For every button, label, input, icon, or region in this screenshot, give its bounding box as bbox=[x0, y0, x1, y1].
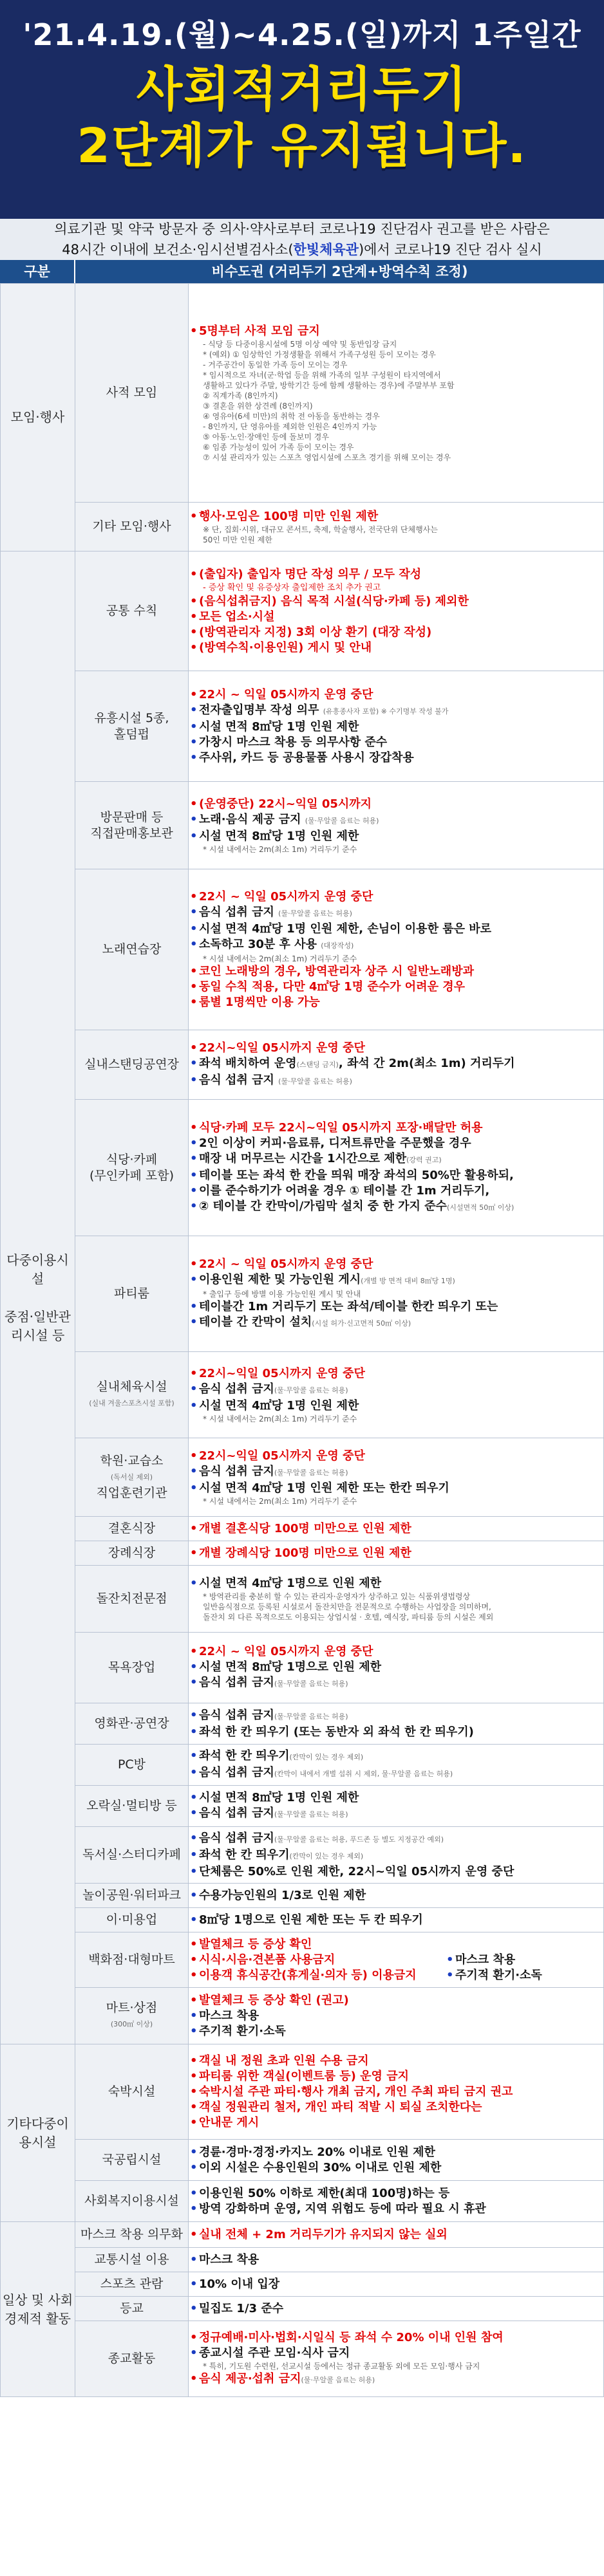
row-label: 독서실·스터디카페 bbox=[75, 1827, 189, 1884]
rule-item bbox=[189, 1056, 603, 1073]
row-label-text: 식당·카페 bbox=[106, 1152, 158, 1167]
row-content bbox=[189, 1745, 604, 1786]
row-label: 장례식장 bbox=[75, 1541, 189, 1566]
row-label-text: 마트·상점 bbox=[106, 2000, 158, 2015]
rule-item: • 시설 면적 4㎡당 1명 인원 제한, 손님이 이용한 룸은 바로 bbox=[189, 922, 603, 937]
rule-item: • 22시 ~ 익일 05시까지 운영 중단 bbox=[189, 889, 603, 905]
table-row bbox=[1, 1566, 604, 1633]
row-content bbox=[189, 1100, 604, 1236]
rule-item bbox=[189, 905, 603, 922]
rule-note: ⑥ 임종 가능성이 있어 가족 등이 모이는 경우 bbox=[203, 442, 354, 452]
rule-pair bbox=[189, 1968, 603, 1983]
rule-item-cont: • 모든 업소·시설 bbox=[189, 609, 603, 625]
row-label: 기타 모임·행사 bbox=[75, 503, 189, 551]
row-label: 교통시설 이용 bbox=[75, 2248, 189, 2272]
rule-item bbox=[189, 1073, 603, 1089]
rule-text: 이용인원 제한 및 가능인원 게시 bbox=[199, 1272, 361, 1286]
rule-item: • 식당·카페 모두 22시~익일 05시까지 포장·배달만 허용 bbox=[189, 1120, 603, 1136]
row-label-text: 홀덤펍 bbox=[113, 727, 150, 741]
rule-subtext: (물·무알콜 음료는 허용) bbox=[278, 909, 352, 918]
row-label: 목욕장업 bbox=[75, 1633, 189, 1703]
row-content bbox=[189, 2321, 604, 2397]
rule-subtext: (물·무알콜 음료는 허용, 푸드존 등 별도 지정공간 예외) bbox=[274, 1835, 444, 1844]
rule-item-cont bbox=[189, 937, 603, 954]
row-label: 오락실·멀티방 등 bbox=[75, 1786, 189, 1827]
group-facilities bbox=[1, 551, 75, 2044]
table-row bbox=[1, 2044, 604, 2140]
rule-item: • (음식섭취금지) 음식 목적 시설(식당·카페 등) 제외한 bbox=[189, 594, 603, 609]
rule-item: • 주사위, 카드 등 공용물품 사용시 장갑착용 bbox=[189, 750, 603, 766]
row-content bbox=[189, 1932, 604, 1988]
row-content bbox=[189, 1030, 604, 1100]
rule-text: 음식 섭취 금지 bbox=[199, 1765, 274, 1779]
group-gatherings: 모임·행사 bbox=[1, 284, 75, 551]
rule-item-cont bbox=[189, 1151, 603, 1168]
rule-text: 음식 섭취 금지 bbox=[199, 1073, 274, 1087]
table-row bbox=[1, 1100, 604, 1236]
row-content bbox=[189, 1786, 604, 1827]
rule-note: ※ 단, 집회·시위, 대규모 콘서트, 축제, 학술행사, 전국단위 단체행사는 bbox=[203, 524, 438, 534]
rule-item-cont bbox=[189, 1315, 603, 1331]
rule-item bbox=[189, 1848, 603, 1864]
table-row bbox=[1, 2181, 604, 2222]
rule-item: • 5명부터 사적 모임 금지 bbox=[189, 324, 603, 339]
table-row bbox=[1, 671, 604, 782]
row-content bbox=[189, 1703, 604, 1745]
rule-item: • 22시 ~ 익일 05시까지 운영 중단 bbox=[189, 1257, 603, 1272]
group-label: 다중이용시설 bbox=[6, 1252, 69, 1286]
testing-notice-line2 bbox=[0, 239, 604, 260]
rule-item: • (운영중단) 22시~익일 05시까지 bbox=[189, 797, 603, 812]
rule-text: 좌석 한 칸 띄우기 bbox=[199, 1748, 290, 1763]
rule-note: ⑦ 시설 관리자가 있는 스포츠 영업시설에 스포츠 경기를 위해 모이는 경우 bbox=[203, 452, 451, 462]
table-row bbox=[1, 1030, 604, 1100]
rule-item bbox=[189, 1748, 603, 1765]
rule-note: * 시설 내에서는 2m(최소 1m) 거리두기 준수 bbox=[203, 1414, 357, 1423]
row-content bbox=[189, 782, 604, 869]
row-content bbox=[189, 1438, 604, 1517]
table-row bbox=[1, 1827, 604, 1884]
row-content bbox=[189, 2248, 604, 2272]
rule-item: • 종교시설 주관 모임·식사 금지 bbox=[189, 2346, 603, 2361]
rule-item: • 이외 시설은 수용인원의 30% 이내로 인원 제한 bbox=[189, 2160, 603, 2176]
table-row bbox=[1, 1908, 604, 1932]
row-content bbox=[189, 2222, 604, 2248]
row-label: 파티룸 bbox=[75, 1236, 189, 1352]
rule-text: 음식 섭취 금지 bbox=[199, 1831, 274, 1845]
row-content bbox=[189, 671, 604, 782]
rule-text: 좌석 한 칸 띄우기 bbox=[199, 1848, 290, 1862]
rule-item-cont: • 동일 수칙 적용, 다만 4㎡당 1명 준수가 어려운 경우 bbox=[189, 979, 603, 995]
row-label bbox=[75, 1100, 189, 1236]
rule-item: • 이용인원 50% 이하로 제한(최대 100명)하는 등 bbox=[189, 2186, 603, 2201]
row-content bbox=[189, 2297, 604, 2321]
row-label bbox=[75, 671, 189, 782]
rule-subtext: (칸막이 있는 경우 제외) bbox=[289, 1752, 364, 1761]
rule-text: 음식 섭취 금지 bbox=[199, 1464, 274, 1478]
table-row bbox=[1, 782, 604, 869]
table-row bbox=[1, 1541, 604, 1566]
row-content bbox=[189, 1633, 604, 1703]
rule-item: • 22시~익일 05시까지 운영 중단 bbox=[189, 1366, 603, 1382]
banner-header bbox=[0, 0, 604, 219]
rules-table bbox=[0, 283, 604, 2397]
row-label bbox=[75, 1352, 189, 1438]
rule-subtext: (물·무알콜 음료는 허용) bbox=[274, 1712, 348, 1721]
rule-note: * 방역관리를 충분히 할 수 있는 관리자·운영자가 상주하고 있는 식품위생법령상 bbox=[203, 1591, 471, 1601]
row-content bbox=[189, 2140, 604, 2181]
row-content bbox=[189, 2181, 604, 2222]
group-other-facilities: 기타다중이용시설 bbox=[1, 2044, 75, 2222]
row-content bbox=[189, 1517, 604, 1541]
table-row bbox=[1, 284, 604, 503]
rule-item: • 정규예배·미사·법회·시일식 등 좌석 수 20% 이내 인원 참여 bbox=[189, 2330, 603, 2346]
row-label: 돌잔치전문점 bbox=[75, 1566, 189, 1633]
rule-item bbox=[189, 1272, 603, 1289]
row-label bbox=[75, 1438, 189, 1517]
rule-text: 음식 섭취 금지 bbox=[199, 905, 274, 919]
rule-item bbox=[189, 1831, 603, 1848]
row-content bbox=[189, 1541, 604, 1566]
table-header bbox=[0, 260, 604, 283]
rule-item: • 좌석 한 칸 띄우기 (또는 동반자 외 좌석 한 칸 띄우기) bbox=[189, 1725, 603, 1740]
notice-venue: 한빛체육관 bbox=[293, 242, 359, 257]
row-label: 공통 수칙 bbox=[75, 551, 189, 671]
notice-text: )에서 코로나19 진단 검사 실시 bbox=[358, 242, 542, 257]
rule-item: • 시설 면적 4㎡당 1명으로 인원 제한 bbox=[189, 1576, 603, 1591]
rule-item: • 발열체크 등 증상 확인 bbox=[189, 1937, 603, 1952]
table-row bbox=[1, 1745, 604, 1786]
banner-title-line2: 2단계가 유지됩니다. bbox=[77, 118, 527, 174]
row-content bbox=[189, 1236, 604, 1352]
rule-subtext: (물·무알콜 음료는 허용) bbox=[274, 1468, 348, 1477]
rule-subtext: (물·무알콜 음료는 허용) bbox=[301, 2375, 375, 2384]
rule-item: • 시식·시음·견본품 사용금지 bbox=[189, 1952, 445, 1968]
rule-note: ③ 결혼을 위한 상견례 (8인까지) bbox=[203, 401, 313, 411]
row-label-text: (독서실 제외) bbox=[110, 1473, 153, 1481]
rule-note: 돌잔치 외 다른 목적으로도 이용되는 상업시설 · 호텔, 예식장, 파티룸 등의 시설은 제외 bbox=[203, 1612, 494, 1622]
rule-item: • 코인 노래방의 경우, 방역관리자 상주 시 일반노래방과 bbox=[189, 964, 603, 979]
rule-subtext: (칸막이 내에서 개별 섭취 시 제외, 물·무알콜 음료는 허용) bbox=[274, 1769, 453, 1778]
rule-item: • 시설 면적 4㎡당 1명 인원 제한 bbox=[189, 1398, 603, 1414]
row-content bbox=[189, 284, 604, 503]
row-content bbox=[189, 1827, 604, 1884]
row-label: 종교활동 bbox=[75, 2321, 189, 2397]
table-row bbox=[1, 2297, 604, 2321]
rule-item bbox=[189, 1382, 603, 1398]
rule-subtext: (물·무알콜 음료는 허용) bbox=[274, 1679, 348, 1688]
header-category: 구분 bbox=[0, 260, 75, 283]
rule-item: • 10% 이내 입장 bbox=[189, 2277, 603, 2292]
rule-item: • 객실 정원관리 철저, 개인 파티 적발 시 퇴실 조치한다는 bbox=[189, 2100, 603, 2115]
row-label: 놀이공원·워터파크 bbox=[75, 1884, 189, 1908]
row-label-text: 학원·교습소 bbox=[100, 1454, 164, 1468]
rule-item: • 테이블 또는 좌석 한 칸을 띄워 매장 좌석의 50%만 활용하되, bbox=[189, 1168, 603, 1183]
row-label-text: (300㎡ 이상) bbox=[110, 2019, 153, 2028]
table-row bbox=[1, 1517, 604, 1541]
row-label: PC방 bbox=[75, 1745, 189, 1786]
banner-title-line1: 사회적거리두기 bbox=[136, 62, 468, 117]
rule-note: * 특히, 기도원 수련원, 선교시설 등에서는 정규 종교활동 외에 모든 모임·행사 금지 bbox=[203, 2361, 480, 2371]
rule-subtext: (시설 허가·신고면적 50㎡ 이상) bbox=[312, 1319, 411, 1328]
rule-item: • 시설 면적 4㎡당 1명 인원 제한 또는 한칸 띄우기 bbox=[189, 1481, 603, 1496]
row-label: 마스크 착용 의무화 bbox=[75, 2222, 189, 2248]
rule-note: * 시설 내에서는 2m(최소 1m) 거리두기 준수 bbox=[203, 844, 357, 854]
row-label bbox=[75, 782, 189, 869]
rule-note: * 임시적으로 자녀(군·학업 등을 위해 가족의 일부 구성원이 타지역에서 bbox=[203, 370, 441, 380]
table-row bbox=[1, 1703, 604, 1745]
rule-item: • 객실 내 정원 초과 인원 수용 금지 bbox=[189, 2053, 603, 2069]
banner-period: '21.4.19.(월)~4.25.(일)까지 1주일간 bbox=[23, 17, 581, 52]
rule-note: - 거주공간이 동일한 가족 등이 모이는 경우 bbox=[203, 360, 348, 369]
row-label bbox=[75, 1988, 189, 2044]
rule-subtext: (물·무알콜 음료는 허용) bbox=[305, 816, 379, 825]
rule-item: • 수용가능인원의 1/3로 인원 제한 bbox=[189, 1888, 603, 1904]
rule-note: * 시설 내에서는 2m(최소 1m) 거리두기 준수 bbox=[203, 1496, 357, 1506]
rule-item-cont: • 룸별 1명씩만 이용 가능 bbox=[189, 995, 603, 1010]
rule-subtext: (시설면적 50㎡ 이상) bbox=[446, 1203, 514, 1212]
rule-text: 음식 섭취 금지 bbox=[199, 1806, 274, 1820]
table-row bbox=[1, 2321, 604, 2397]
rule-note: - 식당 등 다중이용시설에 5명 이상 예약 및 동반입장 금지 bbox=[203, 339, 397, 349]
rule-item bbox=[189, 2371, 603, 2388]
table-row bbox=[1, 1884, 604, 1908]
row-label: 스포츠 관람 bbox=[75, 2272, 189, 2297]
rule-note: ② 직계가족 (8인까지) bbox=[203, 391, 278, 400]
rule-text: 노래·음식 제공 금지 bbox=[199, 812, 301, 826]
rule-text: ② 테이블 간 칸막이/가림막 설치 중 한 가지 준수 bbox=[199, 1199, 447, 1213]
rule-text: 음식 제공·섭취 금지 bbox=[199, 2371, 301, 2386]
row-content bbox=[189, 1884, 604, 1908]
table-row bbox=[1, 1786, 604, 1827]
row-label: 이·미용업 bbox=[75, 1908, 189, 1932]
rule-item: • 마스크 착용 bbox=[189, 2252, 603, 2268]
rule-note: - 증상 확인 및 유증상자 출입제한 조치 추가 권고 bbox=[203, 582, 381, 593]
notice-text: 48시간 이내에 보건소·임시선별검사소( bbox=[62, 242, 294, 257]
row-content bbox=[189, 2272, 604, 2297]
rule-item: • 실내 전체 + 2m 거리두기가 유지되지 않는 실외 bbox=[189, 2227, 603, 2243]
table-row bbox=[1, 1236, 604, 1352]
row-label: 등교 bbox=[75, 2297, 189, 2321]
testing-notice bbox=[0, 219, 604, 260]
rule-subtext: (칸막이 있는 경우 제외) bbox=[289, 1851, 364, 1860]
row-label: 영화관·공연장 bbox=[75, 1703, 189, 1745]
row-label: 결혼식장 bbox=[75, 1517, 189, 1541]
rule-item-cont: • 방역 강화하며 운영, 지역 위험도 등에 따라 필요 시 휴관 bbox=[189, 2201, 603, 2217]
rule-item: • 시설 면적 8㎡당 1명 인원 제한 bbox=[189, 719, 603, 735]
rule-item: • 행사·모임은 100명 미만 인원 제한 bbox=[189, 509, 603, 524]
rule-text: 소독하고 30분 후 사용 bbox=[199, 937, 317, 951]
row-content bbox=[189, 1988, 604, 2044]
rule-item: • 단체룸은 50%로 인원 제한, 22시~익일 05시까지 운영 중단 bbox=[189, 1864, 603, 1880]
rule-item: • 시설 면적 8㎡당 1명 인원 제한 bbox=[189, 1790, 603, 1806]
rule-subtext: (유흥종사자 포함) ※ 수기명부 작성 불가 bbox=[323, 707, 449, 716]
row-label: 실내스탠딩공연장 bbox=[75, 1030, 189, 1100]
rule-item: • 시설 면적 8㎡당 1명 인원 제한 bbox=[189, 829, 603, 844]
rule-item: • 숙박시설 주관 파티·행사 개최 금지, 개인 주최 파티 금지 권고 bbox=[189, 2084, 603, 2100]
row-content bbox=[189, 503, 604, 551]
rule-pair bbox=[189, 1952, 603, 1968]
rule-item: • 마스크 착용 bbox=[445, 1952, 603, 1968]
rule-subtext: (물·무알콜 음료는 허용) bbox=[278, 1077, 352, 1086]
table-row bbox=[1, 1633, 604, 1703]
rule-note: * (예외) ① 임상학인 가정생활을 위해서 가족구성원 등이 모이는 경우 bbox=[203, 349, 436, 359]
rule-item: • 경륜·경마·경정·카지노 20% 이내로 인원 제한 bbox=[189, 2145, 603, 2160]
rule-text: 전자출입명부 작성 의무 bbox=[199, 703, 319, 717]
rule-subtext: (스탠딩 금지) bbox=[296, 1060, 339, 1069]
rule-item-cont: • 이를 준수하기가 어려울 경우 ① 테이블 간 1m 거리두기, bbox=[189, 1183, 603, 1199]
row-content bbox=[189, 2044, 604, 2140]
table-row bbox=[1, 2272, 604, 2297]
rule-item bbox=[189, 1708, 603, 1725]
header-region: 비수도권 (거리두기 2단계+방역수칙 조정) bbox=[211, 264, 468, 279]
rule-item: • 22시 ~ 익일 05시까지 운영 중단 bbox=[189, 1644, 603, 1660]
rule-subtext: (대장작성) bbox=[321, 941, 354, 950]
rule-note: ⑤ 아동·노인·장애인 등에 돌보미 경우 bbox=[203, 432, 329, 441]
rule-item: • 시설 면적 8㎡당 1명으로 인원 제한 bbox=[189, 1660, 603, 1675]
rule-note: 생활하고 있다가 주말, 방학기간 등에 함께 생활하는 경우)에 주말부부 포함 bbox=[203, 380, 455, 390]
rule-item bbox=[189, 1765, 603, 1782]
rule-item bbox=[189, 1806, 603, 1822]
row-content bbox=[189, 1352, 604, 1438]
table-row bbox=[1, 1932, 604, 1988]
row-label: 국공립시설 bbox=[75, 2140, 189, 2181]
rule-item: • 발열체크 등 증상 확인 (권고) bbox=[189, 1993, 603, 2008]
rule-item: • 22시~익일 05시까지 운영 중단 bbox=[189, 1041, 603, 1056]
rule-item bbox=[189, 812, 603, 829]
table-row bbox=[1, 1988, 604, 2044]
row-label: 노래연습장 bbox=[75, 869, 189, 1030]
rule-item: • 8㎡당 1명으로 인원 제한 또는 두 칸 띄우기 bbox=[189, 1913, 603, 1928]
rule-note: ④ 영유아(6세 미만)의 취학 전 아동을 동반하는 경우 bbox=[203, 411, 380, 421]
table-row bbox=[1, 1438, 604, 1517]
row-label-text: 방문판매 등 bbox=[100, 810, 164, 824]
rule-note: * 시설 내에서는 2m(최소 1m) 거리두기 준수 bbox=[203, 954, 357, 963]
row-label-text: 실내체육시설 bbox=[96, 1379, 167, 1394]
rule-text: 음식 섭취 금지 bbox=[199, 1675, 274, 1689]
rule-item: • (방역수칙·이용인원) 게시 및 안내 bbox=[189, 640, 603, 656]
rule-item bbox=[189, 1464, 603, 1481]
rule-text: 좌석 배치하여 운영 bbox=[199, 1056, 297, 1070]
rule-item: • (방역관리자 지정) 3회 이상 환기 (대장 작성) bbox=[189, 625, 603, 640]
group-daily-activities: 일상 및 사회경제적 활동 bbox=[1, 2222, 75, 2397]
testing-notice-line1: 의료기관 및 약국 방문자 중 의사·약사로부터 코로나19 진단검사 권고를 받은 사람은 bbox=[54, 221, 550, 237]
rule-note: 50인 미만 인원 제한 bbox=[203, 535, 272, 544]
row-content bbox=[189, 1566, 604, 1633]
rule-note: 일반음식점으로 등록된 시설로서 돌잔치만을 전문적으로 수행하는 사업장을 의미하며, bbox=[203, 1602, 491, 1611]
table-row bbox=[1, 869, 604, 1030]
rule-text: 매장 내 머무르는 시간을 1시간으로 제한 bbox=[199, 1151, 407, 1165]
row-label-text: (무인카페 포함) bbox=[90, 1168, 174, 1183]
row-content bbox=[189, 1908, 604, 1932]
rule-item: • 22시 ~ 익일 05시까지 운영 중단 bbox=[189, 687, 603, 703]
rule-item: • 마스크 착용 bbox=[189, 2008, 603, 2024]
row-label-text: 직업훈련기관 bbox=[96, 1486, 167, 1500]
rule-subtext: (물·무알콜 음료는 허용) bbox=[274, 1810, 348, 1819]
table-row bbox=[1, 2222, 604, 2248]
group-label: 중점·일반관리시설 등 bbox=[5, 1308, 71, 1343]
rule-item: • 테이블간 1m 거리두기 또는 좌석/테이블 한칸 띄우기 또는 bbox=[189, 1299, 603, 1315]
rule-item: • 파티룸 위한 객실(이벤트룸 등) 운영 금지 bbox=[189, 2069, 603, 2084]
rule-item: • 22시~익일 05시까지 운영 중단 bbox=[189, 1449, 603, 1464]
rule-item: • 주기적 환기·소독 bbox=[445, 1968, 603, 1983]
rule-note: * 출입구 등에 방별 이용 가능인원 게시 및 안내 bbox=[203, 1289, 361, 1299]
rule-item bbox=[189, 1675, 603, 1692]
table-row bbox=[1, 2248, 604, 2272]
rule-item: • 주기적 환기·소독 bbox=[189, 2024, 603, 2039]
rule-item: • 개별 결혼식당 100명 미만으로 인원 제한 bbox=[189, 1521, 603, 1537]
row-label-text: 유흥시설 5종, bbox=[94, 710, 169, 725]
table-row bbox=[1, 551, 604, 671]
row-content bbox=[189, 869, 604, 1030]
rule-item: • 개별 장례식당 100명 미만으로 인원 제한 bbox=[189, 1546, 603, 1561]
rule-subtext: (개별 방 면적 대비 8㎡당 1명) bbox=[361, 1276, 455, 1285]
rule-item: • 가창시 마스크 착용 등 의무사항 준수 bbox=[189, 735, 603, 750]
rule-item: • 밀집도 1/3 준수 bbox=[189, 2301, 603, 2317]
rule-text: , 좌석 간 2m(최소 1m) 거리두기 bbox=[338, 1056, 515, 1070]
rule-text: 음식 섭취 금지 bbox=[199, 1382, 274, 1396]
rule-item: • (출입자) 출입자 명단 작성 의무 / 모두 작성 bbox=[189, 567, 603, 582]
row-label: 숙박시설 bbox=[75, 2044, 189, 2140]
rule-item bbox=[189, 703, 603, 719]
row-content bbox=[189, 551, 604, 671]
row-label-text: (실내 겨울스포츠시설 포함) bbox=[89, 1398, 175, 1407]
table-row bbox=[1, 2140, 604, 2181]
table-row bbox=[1, 503, 604, 551]
table-row bbox=[1, 1352, 604, 1438]
rule-note: - 8인까지, 단 영유아를 제외한 인원은 4인까지 가능 bbox=[203, 422, 377, 431]
row-label: 백화점·대형마트 bbox=[75, 1932, 189, 1988]
rule-text: 테이블 간 칸막이 설치 bbox=[199, 1315, 312, 1329]
rule-item-cont bbox=[189, 1199, 603, 1216]
rule-item: • 이용객 휴식공간(휴게실·의자 등) 이용금지 bbox=[189, 1968, 445, 1983]
row-label-text: 직접판매홍보관 bbox=[90, 826, 173, 840]
row-label: 사적 모임 bbox=[75, 284, 189, 503]
rule-text: 음식 섭취 금지 bbox=[199, 1708, 274, 1722]
rule-subtext: (물·무알콜 음료는 허용) bbox=[274, 1385, 348, 1395]
rule-item-cont: • 안내문 게시 bbox=[189, 2115, 603, 2131]
rule-item: • 2인 이상이 커피·음료류, 디저트류만을 주문했을 경우 bbox=[189, 1136, 603, 1151]
rule-subtext: (강력 권고) bbox=[406, 1155, 442, 1164]
row-label: 사회복지이용시설 bbox=[75, 2181, 189, 2222]
